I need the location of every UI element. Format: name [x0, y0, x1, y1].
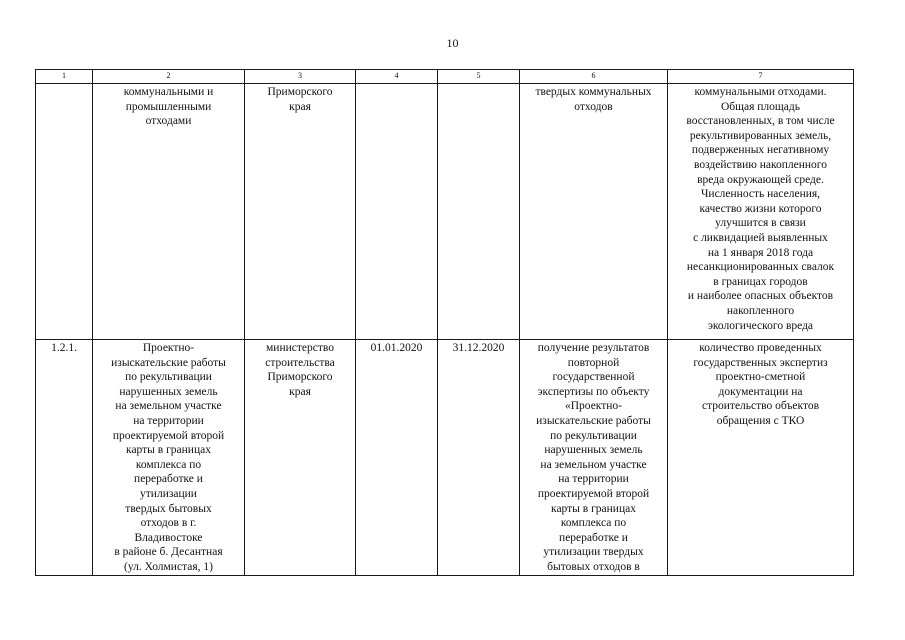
- cell-text-line: «Проектно-: [565, 400, 622, 413]
- cell-text-line: промышленными: [125, 100, 212, 113]
- page-number: 10: [446, 36, 459, 50]
- cell-text-line: отходами: [145, 115, 192, 128]
- cell-text-line: комплекса по: [560, 517, 627, 530]
- cell-text-line: 1.2.1.: [51, 342, 77, 354]
- cell-responsible: [245, 84, 356, 340]
- column-number: 6: [520, 70, 668, 84]
- cell-text-line: улучшится в связи: [715, 217, 806, 230]
- cell-text-line: карты в границах: [551, 502, 636, 515]
- cell-event-name: [93, 340, 245, 576]
- cell-text-line: Владивостоке: [134, 531, 203, 544]
- cell-text-line: твердых бытовых: [125, 502, 212, 515]
- cell-text-line: твердых коммунальных: [535, 86, 652, 98]
- document-table: [35, 69, 854, 576]
- cell-text-line: и наиболее опасных объектов: [687, 290, 834, 303]
- column-number: 4: [356, 70, 438, 84]
- cell-text-line: переработке и: [134, 473, 203, 486]
- cell-text-line: вреда окружающей среде.: [697, 173, 824, 186]
- cell-text-line: Проектно-: [142, 342, 195, 354]
- cell-result: [520, 340, 668, 576]
- cell-text-line: повторной: [567, 356, 620, 369]
- column-number: 2: [93, 70, 245, 84]
- cell-text-line: качество жизни которого: [699, 202, 822, 215]
- cell-text-line: документации на: [718, 385, 803, 398]
- cell-text-line: комплекса по: [135, 458, 202, 471]
- cell-text-line: края: [289, 100, 311, 113]
- cell-indicator: [668, 84, 854, 340]
- cell-text-line: Приморского: [267, 371, 333, 384]
- cell-text-line: накопленного: [726, 304, 795, 317]
- cell-text-line: бытовых отходов в: [547, 560, 640, 573]
- cell-start-date: [356, 340, 438, 576]
- cell-text-line: в районе б. Десантная: [114, 546, 223, 559]
- cell-text-line: карты в границах: [126, 444, 211, 457]
- cell-text-line: министерство: [266, 342, 334, 354]
- table-row: [36, 84, 854, 340]
- cell-text-line: 31.12.2020: [452, 342, 505, 354]
- cell-text-line: государственной: [552, 371, 635, 384]
- cell-text-line: утилизации твердых: [543, 546, 644, 559]
- cell-text-line: переработке и: [559, 531, 628, 544]
- column-number: 3: [245, 70, 356, 84]
- cell-text-line: рекультивированных земель,: [689, 129, 832, 142]
- column-number: 5: [438, 70, 520, 84]
- cell-text-line: с ликвидацией выявленных: [693, 231, 828, 244]
- cell-text-line: государственных экспертиз: [693, 356, 828, 369]
- cell-text-line: получение результатов: [537, 342, 650, 354]
- column-number-row: [36, 70, 854, 84]
- cell-text-line: в границах городов: [713, 275, 808, 288]
- cell-text-line: воздействию накопленного: [694, 158, 827, 171]
- cell-text-line: на земельном участке: [540, 458, 647, 471]
- cell-event-name: [93, 84, 245, 340]
- cell-text-line: изыскательские работы: [536, 414, 651, 427]
- cell-text-line: на земельном участке: [115, 400, 222, 413]
- cell-text-line: нарушенных земель: [119, 385, 218, 398]
- cell-number: [36, 340, 93, 576]
- cell-text-line: Численность населения,: [700, 188, 821, 201]
- column-number: 7: [668, 70, 854, 84]
- cell-start-date: [356, 84, 438, 340]
- cell-text-line: проектно-сметной: [715, 371, 806, 384]
- cell-responsible: [245, 340, 356, 576]
- cell-text-line: по рекультивации: [125, 371, 212, 384]
- cell-text-line: по рекультивации: [550, 429, 637, 442]
- column-number: 1: [36, 70, 93, 84]
- cell-text-line: нарушенных земель: [544, 444, 643, 457]
- cell-text-line: отходов: [574, 100, 613, 113]
- cell-text-line: на территории: [558, 473, 629, 486]
- cell-text-line: проектируемой второй: [537, 487, 650, 500]
- cell-text-line: проектируемой второй: [112, 429, 225, 442]
- cell-end-date: [438, 84, 520, 340]
- cell-text-line: строительство объектов: [702, 400, 819, 413]
- cell-text-line: края: [289, 385, 311, 398]
- cell-text-line: восстановленных, в том числе: [686, 115, 835, 128]
- cell-text-line: коммунальными и: [123, 86, 214, 98]
- cell-text-line: изыскательские работы: [111, 356, 226, 369]
- cell-text-line: Приморского: [267, 86, 333, 98]
- cell-text-line: Общая площадь: [721, 100, 800, 113]
- cell-indicator: [668, 340, 854, 576]
- cell-text-line: на территории: [133, 414, 204, 427]
- cell-text-line: коммунальными отходами.: [694, 86, 827, 98]
- cell-text-line: экологического вреда: [707, 319, 814, 332]
- cell-text-line: отходов в г.: [140, 517, 197, 530]
- cell-end-date: [438, 340, 520, 576]
- cell-text-line: на 1 января 2018 года: [707, 246, 814, 259]
- cell-text-line: строительства: [265, 356, 335, 369]
- cell-text-line: экспертизы по объекту: [537, 385, 650, 398]
- table-row: [36, 340, 854, 576]
- cell-text-line: (ул. Холмистая, 1): [124, 560, 213, 573]
- cell-result: [520, 84, 668, 340]
- cell-text-line: утилизации: [140, 487, 197, 500]
- cell-text-line: подверженных негативному: [691, 144, 830, 157]
- cell-text-line: 01.01.2020: [370, 342, 423, 354]
- cell-text-line: количество проведенных: [699, 342, 822, 354]
- cell-text-line: несанкционированных свалок: [686, 261, 835, 274]
- cell-text-line: обращения с ТКО: [716, 414, 805, 427]
- cell-number: [36, 84, 93, 340]
